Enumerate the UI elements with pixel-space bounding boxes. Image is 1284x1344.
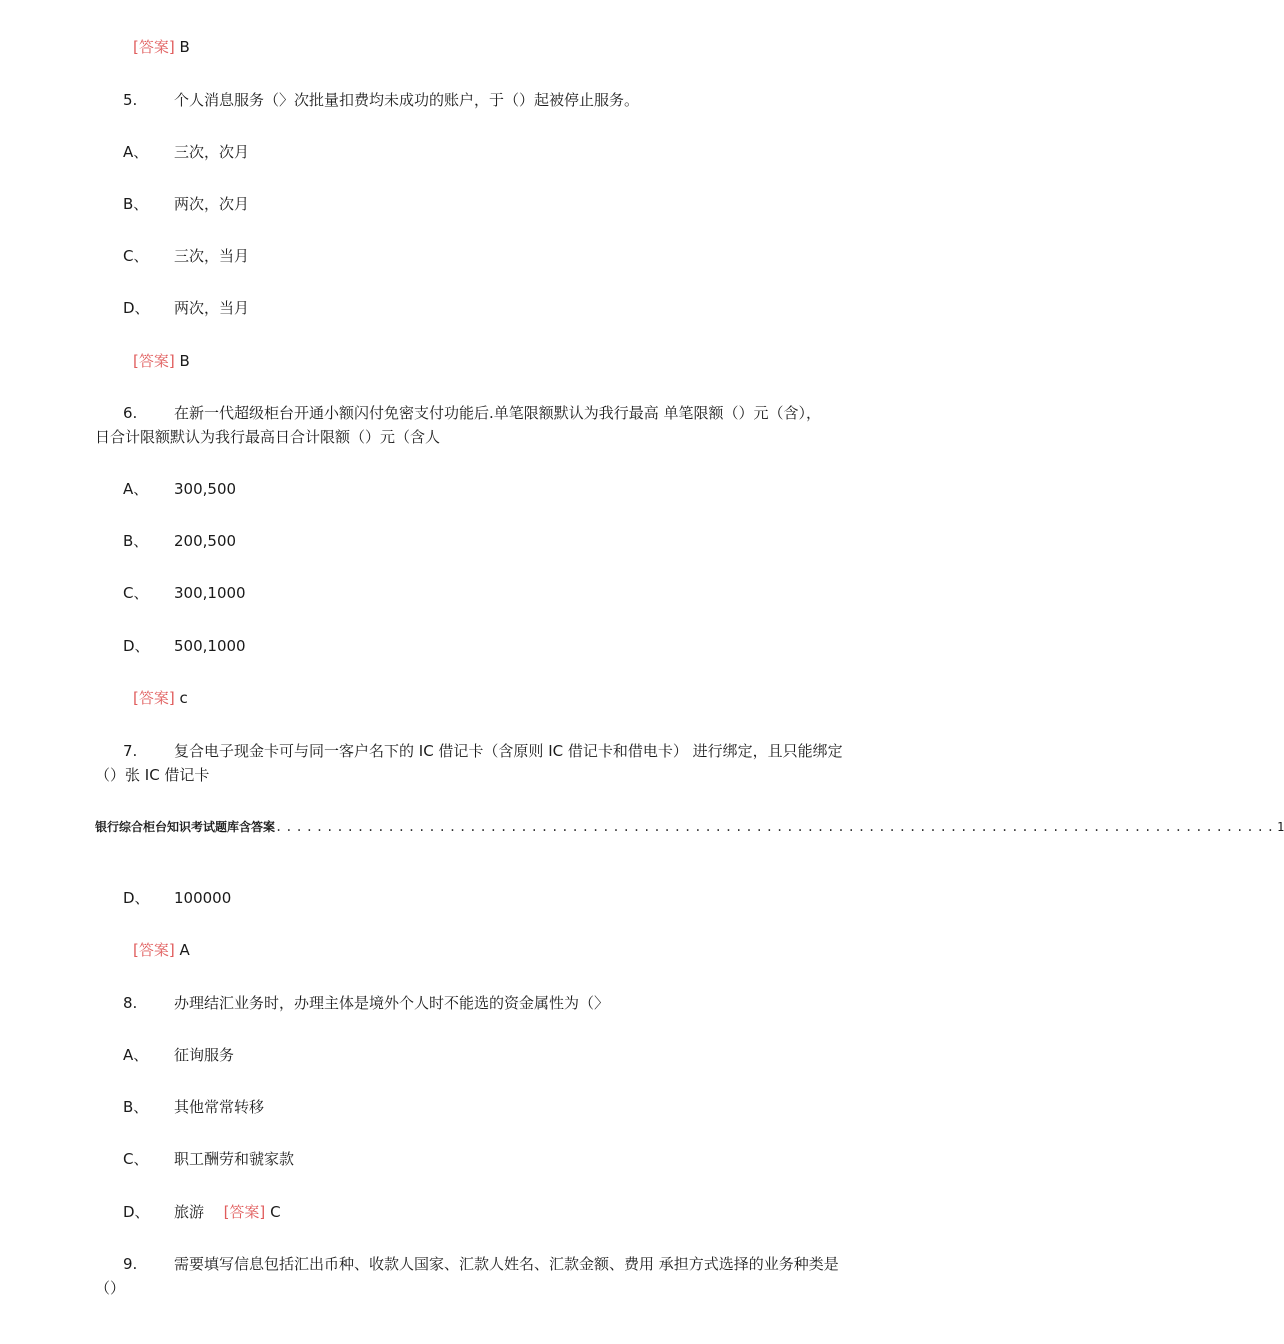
answer-value: B: [179, 352, 190, 370]
answer-line: [133, 688, 188, 708]
option-label: B、: [123, 1098, 149, 1116]
question-number: 8.: [123, 994, 138, 1012]
question-7-cont: [95, 765, 209, 785]
option-label: B、: [123, 532, 149, 550]
option-text: 300,500: [174, 480, 237, 498]
answer-label: [答案]: [133, 38, 175, 56]
option-label: C、: [123, 247, 149, 265]
question-text: 日合计限额默认为我行最高日合计限额（）元（含人: [95, 428, 441, 446]
question-number: 9.: [123, 1255, 138, 1273]
option-text: 其他常常转移: [174, 1098, 265, 1116]
option-label: A、: [123, 480, 149, 498]
option-text: 三次，当月: [174, 247, 250, 265]
question-text: 复合电子现金卡可与同一客户名下的 IC 借记卡（含原则 IC 借记卡和借电卡） 进行绑定，且只能绑定: [174, 742, 843, 760]
option-label: D、: [123, 889, 150, 907]
question-text: 在新一代超级柜台开通小额闪付免密支付功能后.单笔限额默认为我行最高 单笔限额（）元（含），: [174, 404, 822, 422]
question-text: 需要填写信息包括汇出币种、收款人国家、汇款人姓名、汇款金额、费用 承担方式选择的业务种类是: [174, 1255, 839, 1273]
question-text: （）: [95, 1279, 126, 1297]
answer-value: A: [179, 941, 190, 959]
question-number: 7.: [123, 742, 138, 760]
option-text: 三次，次月: [174, 143, 250, 161]
toc-leader-dots: ..................................................................................................: [275, 820, 1278, 834]
option-text-value: 旅游: [174, 1203, 205, 1221]
option-text: 两次，当月: [174, 299, 250, 317]
option-label: C、: [123, 584, 149, 602]
answer-value: C: [270, 1203, 281, 1221]
answer-value: B: [179, 38, 190, 56]
question-6-cont: [95, 427, 440, 447]
option-text: 100000: [174, 889, 232, 907]
toc-entry[interactable]: [95, 818, 1284, 835]
option-label: B、: [123, 195, 149, 213]
option-label: D、: [123, 1203, 150, 1221]
option-text: 300,1000: [174, 584, 246, 602]
option-label: D、: [123, 637, 150, 655]
answer-line: [133, 37, 190, 57]
answer-value: c: [179, 689, 188, 707]
option-label: C、: [123, 1150, 149, 1168]
option-label: D、: [123, 299, 150, 317]
option-text: [174, 1202, 281, 1222]
option-label: A、: [123, 1046, 149, 1064]
answer-label: [答案]: [133, 941, 175, 959]
answer-label: [答案]: [133, 689, 175, 707]
question-number: 6.: [123, 404, 138, 422]
answer-line: [133, 351, 190, 371]
toc-title: 银行综合柜台知识考试题库含答案: [95, 820, 276, 834]
option-text: 职工酬劳和虢家款: [174, 1150, 295, 1168]
option-label: A、: [123, 143, 149, 161]
option-text: 两次，次月: [174, 195, 250, 213]
question-text: 个人消息服务（〉次批量扣费均未成功的账户，于（）起被停止服务。: [174, 91, 640, 109]
option-text: 征询服务: [174, 1046, 235, 1064]
answer-label: [答案]: [223, 1203, 266, 1221]
question-9-cont: [95, 1278, 125, 1298]
answer-line: [133, 940, 190, 960]
question-number: 5.: [123, 91, 138, 109]
option-text: 500,1000: [174, 637, 246, 655]
answer-label: [答案]: [133, 352, 175, 370]
question-text: 办理结汇业务时，办理主体是境外个人时不能选的资金属性为（〉: [174, 994, 610, 1012]
question-text: （）张 IC 借记卡: [95, 766, 210, 784]
option-text: 200,500: [174, 532, 237, 550]
toc-page-number: 1: [1277, 820, 1284, 834]
